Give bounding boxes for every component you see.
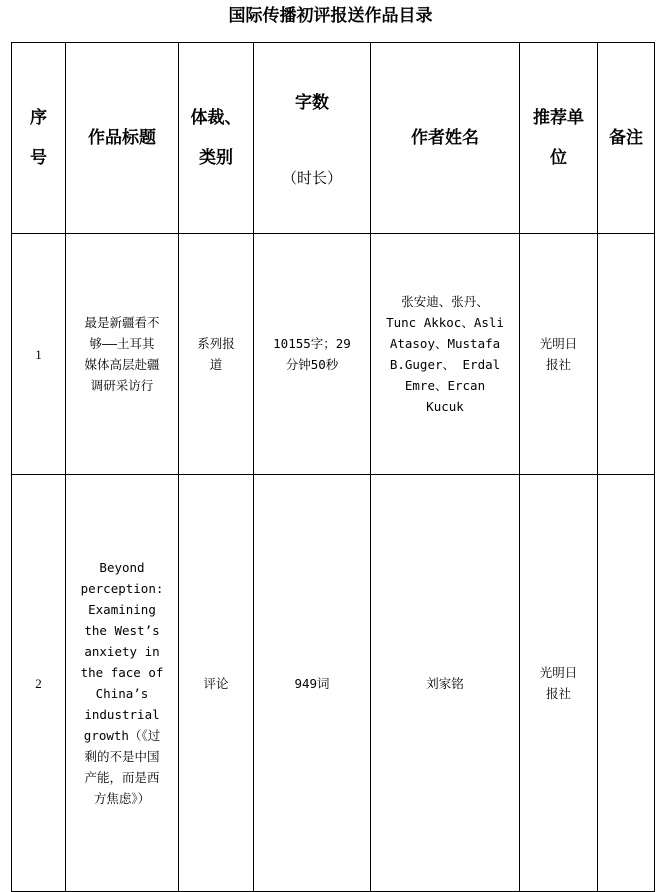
table-header-row — [12, 43, 655, 234]
document-title: 国际传播初评报送作品目录 — [228, 6, 433, 26]
table-row — [12, 234, 655, 475]
header-length — [254, 43, 371, 234]
row-seq: 1 — [12, 234, 66, 475]
row-author: 刘家铭 — [371, 475, 520, 892]
header-genre: 体裁、 类别 — [179, 43, 254, 234]
row-author: 张安迪、张丹、 Tunc Akkoc、Asli Atasoy、Mustafa B.Guger、 Erdal Emre、Ercan Kucuk — [371, 234, 520, 475]
header-author: 作者姓名 — [371, 43, 520, 234]
header-title: 作品标题 — [66, 43, 179, 234]
row-length: 10155字；29 分钟50秒 — [254, 234, 371, 475]
row-recommender: 光明日 报社 — [520, 475, 598, 892]
row-genre: 系列报 道 — [179, 234, 254, 475]
row-genre: 评论 — [179, 475, 254, 892]
row-recommender: 光明日 报社 — [520, 234, 598, 475]
header-remarks: 备注 — [598, 43, 655, 234]
header-length-sub: （时长） — [281, 169, 342, 187]
catalog-table — [11, 42, 655, 892]
header-seq: 序 号 — [12, 43, 66, 234]
row-title: Beyond perception: Examining the West’s anxiety in the face of China’s industrial growth（《过 剩的不是中国 产能，而是西 方焦虑》） — [66, 475, 179, 892]
header-recommender: 推荐单 位 — [520, 43, 598, 234]
row-remarks — [598, 234, 655, 475]
row-length: 949词 — [254, 475, 371, 892]
table-row — [12, 475, 655, 892]
row-seq: 2 — [12, 475, 66, 892]
row-title: 最是新疆看不 够——土耳其 媒体高层赴疆 调研采访行 — [66, 234, 179, 475]
header-length-main: 字数 — [295, 93, 329, 113]
row-remarks — [598, 475, 655, 892]
